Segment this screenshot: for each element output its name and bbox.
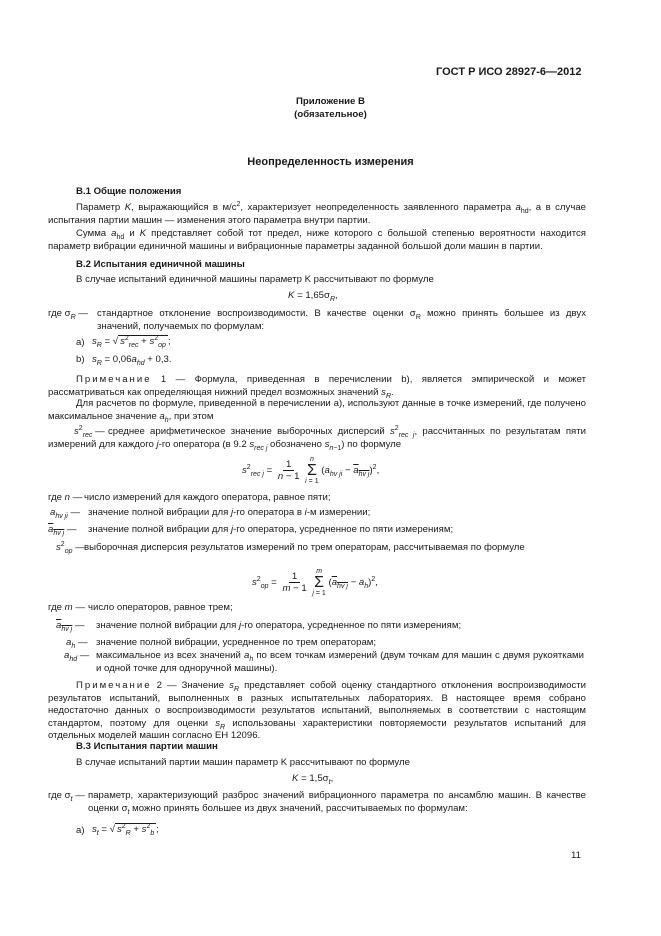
section-b2-paragraph-1: В случае испытаний единичной машины параметр K рассчитывают по формуле bbox=[76, 274, 434, 285]
formula-st-a: $s_t$ = √ $s^2_R + s^2_b$ ; bbox=[92, 822, 159, 837]
appendix-title: Приложение В bbox=[296, 96, 365, 107]
section-b1-paragraph-1: Параметр K, выражающийся в $м/с^2$, характеризует неопределенность заявленного параметра $a_{hd}$, а в случае испытания партии машин — изменения этого параметра внутри партии. bbox=[48, 200, 586, 226]
where-sigma-t-definition: параметр, характеризующий разброс значений вибрационного параметра по ансамблю машин. В качестве оценки $\sigma_t$ можно принять большее из двух значений, рассчитываемых по формулам: bbox=[88, 790, 586, 816]
formula-sr-b: $s_R = 0,06a_{hd} + 0,3$. bbox=[92, 354, 172, 367]
section-b1-paragraph-2: Сумма $a_{hd}$ и K представляет собой тот предел, ниже которого с большой степенью вероятности находится параметр вибрации единичной машины и вибрационные параметры заданной большой доли машин в партии. bbox=[48, 228, 586, 252]
where-sigma-r-definition: стандартное отклонение воспроизводимости. В качестве оценки $\sigma_R$ можно принять большее из двух значений, получаемых по формулам: bbox=[97, 308, 586, 332]
section-b3-paragraph-1: В случае испытаний партии машин параметр K рассчитывают по формуле bbox=[76, 757, 410, 768]
srec-term: $s^2_{rec}$ — bbox=[74, 424, 105, 439]
ahv-j-term: $a_{hv j}$ — bbox=[48, 524, 77, 537]
formula-k-batch: $K = 1,5\sigma_t$, bbox=[292, 773, 334, 786]
section-b2-paragraph-2: Для расчетов по формуле, приведенной в перечислении а), используют данные в точке измерений, где получено максимальное значение $a_h$, при этом bbox=[48, 398, 586, 424]
section-b1-heading: В.1 Общие положения bbox=[76, 186, 182, 197]
m-definition: число операторов, равное трем; bbox=[88, 602, 233, 613]
formula-k-single: $K = 1,65\sigma_R$, bbox=[288, 290, 338, 303]
note-1: Примечание 1 — Формула, приведенная в перечислении b), является эмпирической и может рассматриваться как определяющая нижний предел возможных значений $s_R$. bbox=[48, 374, 586, 400]
ahv-ji-term: $a_{hv ji}$ — bbox=[50, 507, 81, 520]
ahv-j-definition-2: значение полной вибрации для j-го оператора, усредненное по пяти измерениям; bbox=[96, 620, 462, 631]
srec-definition: среднее арифметическое значение выборочных дисперсий $s^2_{rec j}$, рассчитанных по результатам пяти измерений для каждого j-го оператора (в 9.2 $s_{rec j}$ обозначено $s_{n-1}$) по формуле bbox=[48, 424, 586, 452]
where-sigma-r-term: где $\sigma_R$ — bbox=[48, 308, 88, 321]
formula-b-label: b) bbox=[76, 354, 85, 365]
sop-term: $s^2_{op}$ — bbox=[56, 540, 85, 555]
sop-definition: выборочная дисперсия результатов измерений по трем операторам, рассчитываемая по формуле bbox=[84, 542, 525, 553]
note-2: Примечание 2 — Значение $s_R$ представляет собой оценку стандартного отклонения воспроизводимости результатов испытаний, выполненных в разных испытательных лабораториях. В настоящее время собрано недостаточно данных о воспроизводимости результатов испытаний, выполняемых в соответствии с настоящим стандартом, поэтому для оценки $s_R$ использованы характеристики повторяемости результатов испытаний для отдельных моделей машин согласно ЕН 12096. bbox=[48, 680, 586, 741]
n-term: где n — bbox=[48, 492, 83, 503]
formula-st-a-label: а) bbox=[76, 825, 85, 836]
ahd-definition: максимальное из всех значений $a_h$ по всем точкам измерений (двум точкам для машин с двумя рукоятками и одной точке для одноручной машины). bbox=[96, 650, 585, 674]
ah-term: $a_h$ — bbox=[66, 637, 88, 650]
main-title: Неопределенность измерения bbox=[247, 156, 414, 168]
ah-definition: значение полной вибрации, усредненное по трем операторам; bbox=[96, 637, 377, 648]
page-number: 11 bbox=[571, 850, 581, 861]
section-b2-heading: В.2 Испытания единичной машины bbox=[76, 259, 245, 270]
formula-sop: $s^2_{op}$ = $\frac{1}{m - 1}$ m Σ j = 1 $(a_{hv j} - a_h)^2$, bbox=[252, 568, 378, 597]
standard-header: ГОСТ Р ИСО 28927-6—2012 bbox=[436, 66, 582, 78]
n-definition: число измерений для каждого оператора, равное пяти; bbox=[84, 492, 331, 503]
formula-a-label: а) bbox=[76, 337, 85, 348]
formula-sr-a: $s_R$ = √ $s^2_{rec} + s^2_{op}$ ; bbox=[92, 334, 171, 349]
ahd-term: $a_{hd}$ — bbox=[64, 650, 90, 663]
ahv-j-term-2: $a_{hv j}$ — bbox=[56, 620, 85, 633]
m-term: где m — bbox=[48, 602, 85, 613]
appendix-subtitle: (обязательное) bbox=[294, 109, 367, 120]
formula-srec-j: $s^2_{rec j}$ = $\frac{1}{n - 1}$ n Σ i = 1 $(a_{hv ji} - a_{hv j})^2$, bbox=[242, 456, 380, 485]
section-b3-heading: В.3 Испытания партии машин bbox=[76, 741, 218, 752]
ahv-ji-definition: значение полной вибрации для j-го оператора в i-м измерении; bbox=[88, 507, 371, 518]
ahv-j-definition: значение полной вибрации для j-го оператора, усредненное по пяти измерениям; bbox=[88, 524, 454, 535]
where-sigma-t-term: где $\sigma_t$ — bbox=[48, 790, 85, 803]
